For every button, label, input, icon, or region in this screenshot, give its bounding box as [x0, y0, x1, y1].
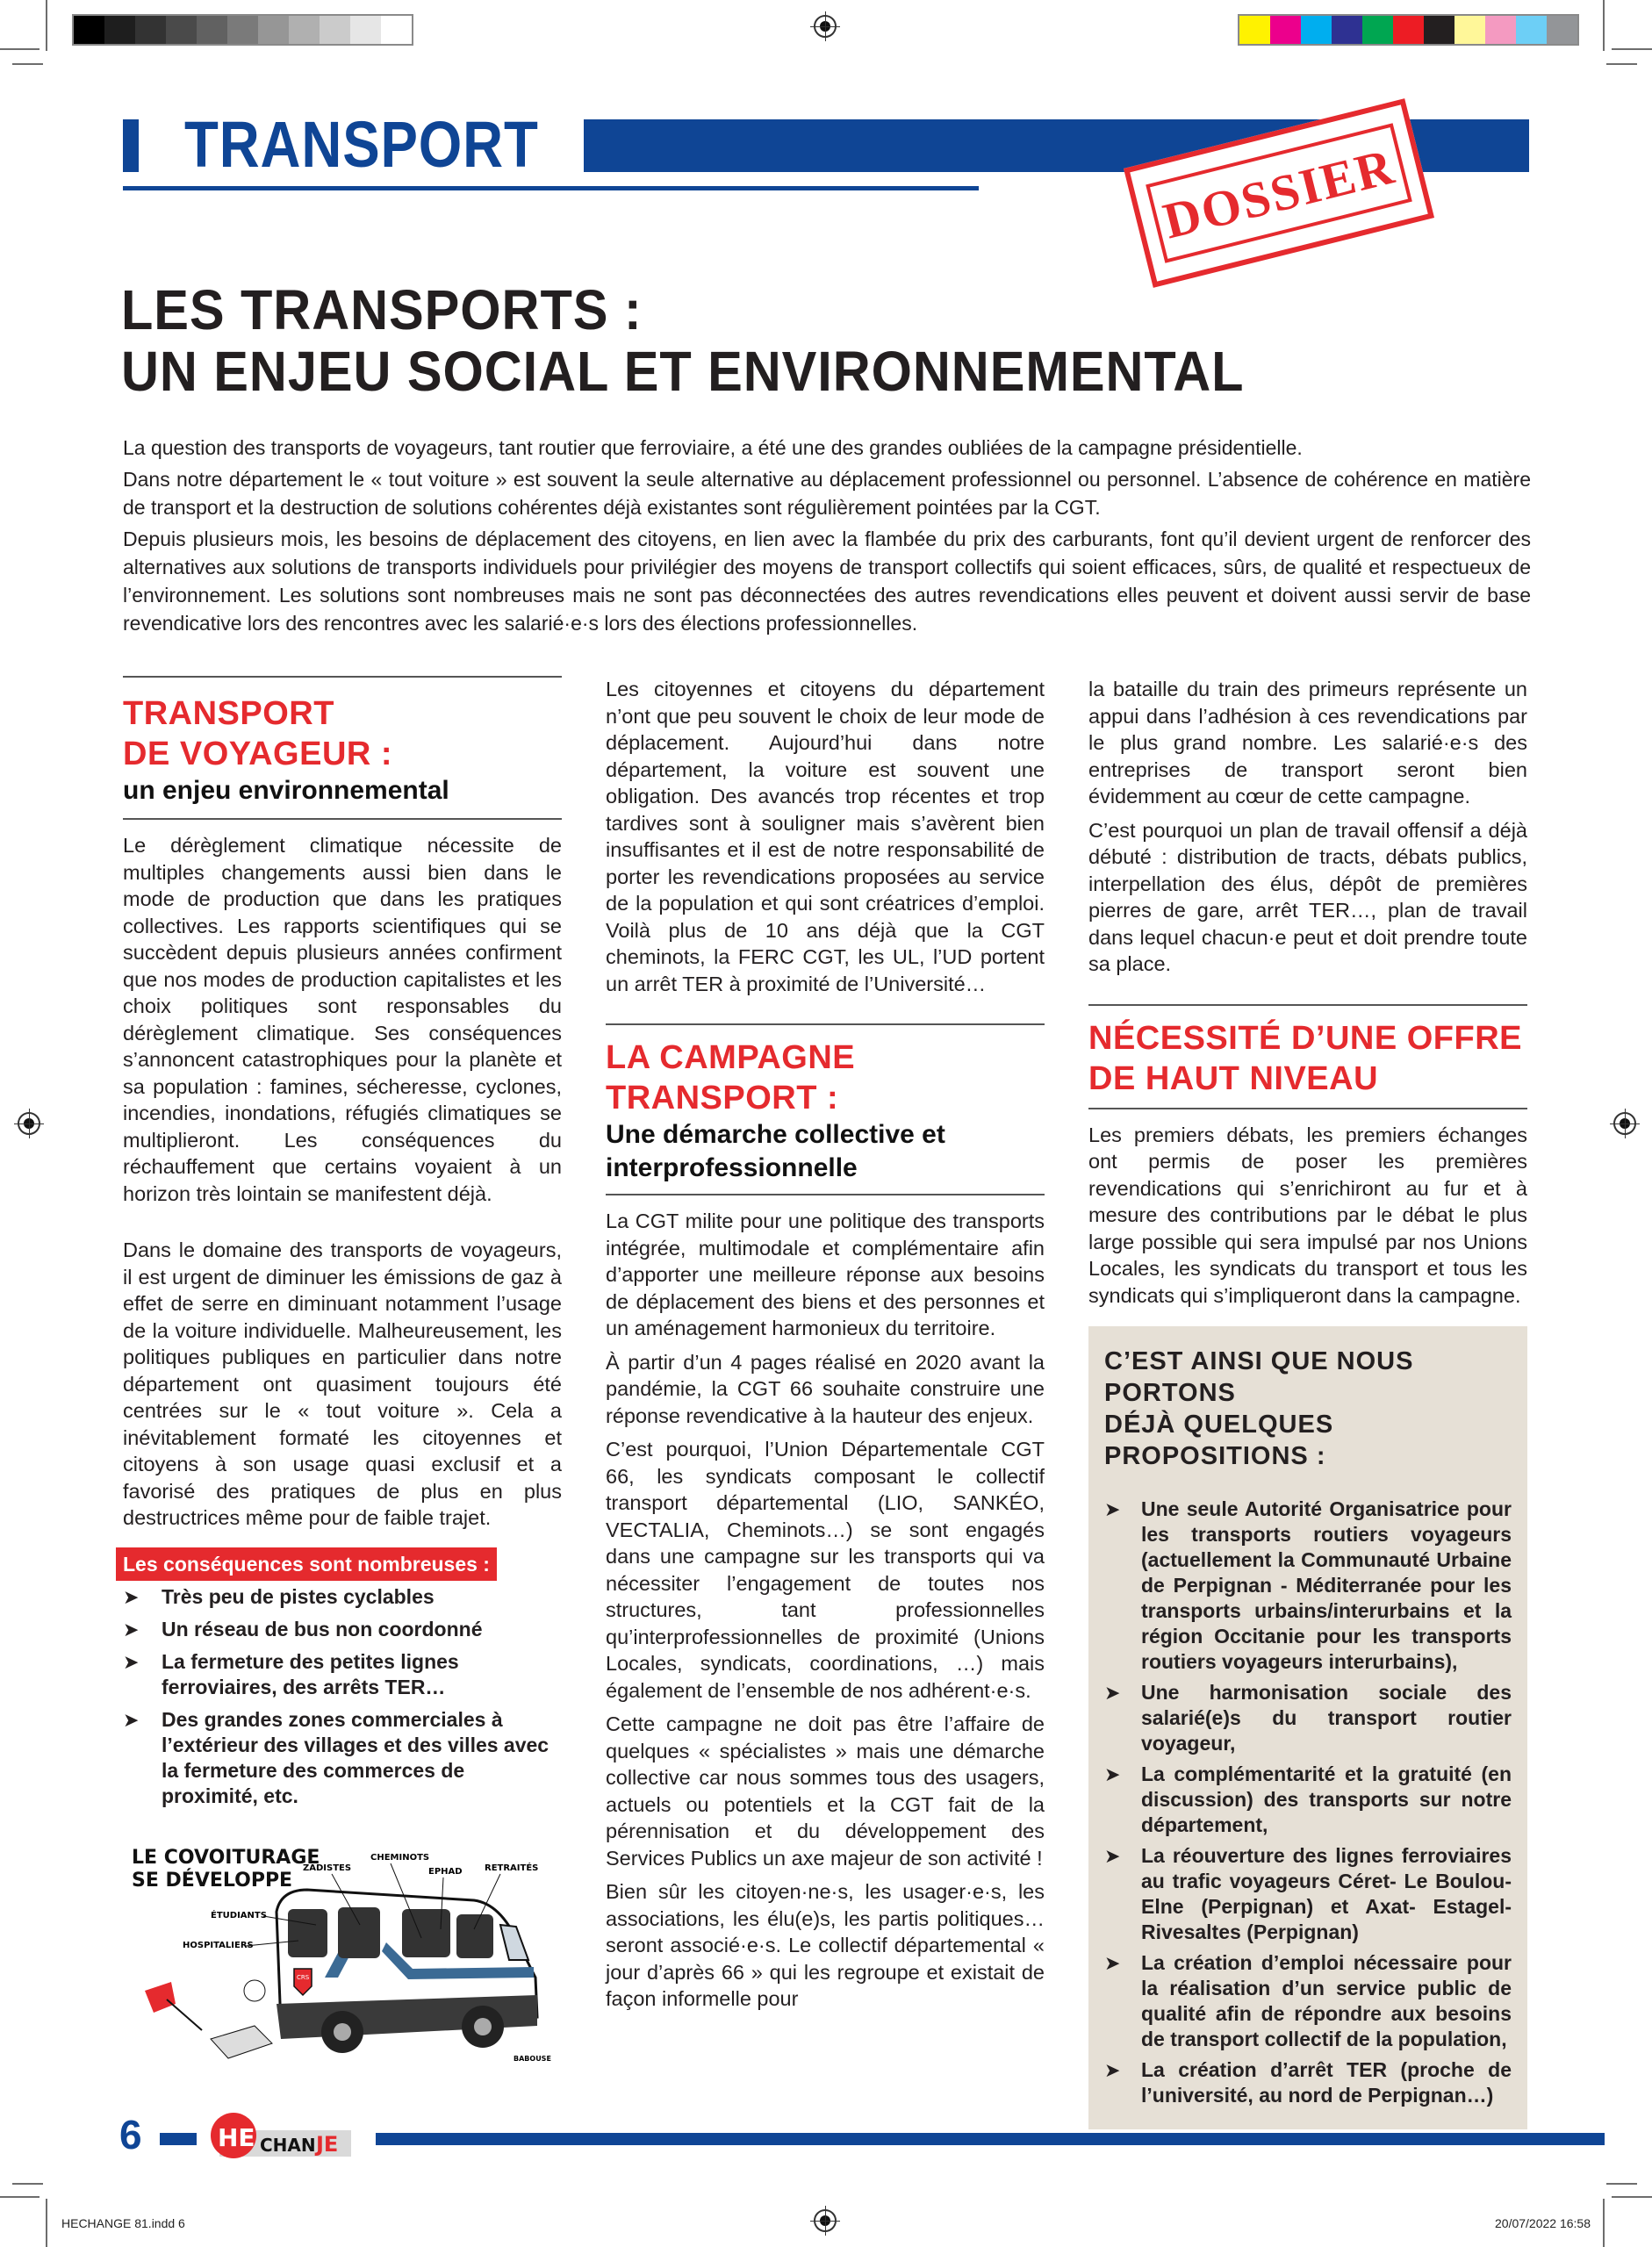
cartoon-label: EPHAD — [428, 1867, 463, 1877]
column-middle — [606, 676, 1045, 2020]
list-item-text: La création d’emploi nécessaire pour la réalisation d’un service public de qualité afin de répondre aux besoins de transport collectif de la population, — [1141, 1951, 1512, 2050]
color-swatch — [74, 16, 104, 44]
column-left — [123, 676, 562, 2090]
color-swatch — [197, 16, 227, 44]
list-item-text: Des grandes zones commerciales à l’extérieur des villages et des villes avec la fermeture des commerces de proximité, etc. — [162, 1708, 549, 1807]
list-item — [1104, 1762, 1512, 1838]
color-swatch — [1332, 16, 1362, 44]
cartoon-caption-line-2: SE DÉVELOPPE — [132, 1870, 293, 1892]
crop-mark — [0, 2196, 40, 2198]
cartoon-label: CHEMINOTS — [370, 1853, 430, 1863]
list-item-text: Très peu de pistes cyclables — [162, 1585, 435, 1608]
color-swatch — [135, 16, 166, 44]
body-paragraph: Le dérèglement climatique nécessite de multiples changements aussi bien dans le mode de production que dans les pratiques collectives. Les rapports scientifiques qui se succèdent depuis plusieurs années confirment que nos modes de production capitalistes et les choix politiques sont responsables du dérèglement climatique. Ses conséquences s’annoncent catastrophiques pour la planète et sa population : famines, sécheresse, cyclones, incendies, inondations, réfugiés climatiques se multiplieront. Les conséquences du réchauffement que certains voyaient à un horizon très lointain se manifestent déjà. — [123, 834, 562, 1205]
color-swatch — [1301, 16, 1332, 44]
color-swatch — [350, 16, 381, 44]
body-paragraph: C’est pourquoi, l’Union Départementale CGT 66, les syndicats composant le collectif transport départemental (LIO, SANKÉO, VECTALIA, Cheminots…) se sont engagés dans une campagne sur les transports qui va nécessiter l’engagement de toutes nos structures, tant professionnelles qu’interprofessionnelles de proximité (Unions Locales, syndicats, coordinations, …) mais également de l’ensemble de nos adhérent·e·s. — [606, 1438, 1045, 1702]
body-paragraph: Dans le domaine des transports de voyageurs, il est urgent de diminuer les émissions de gaz à effet de serre en diminuant notamment l’usage de la voiture individuelle. Malheureusement, les politiques publiques en particulier dans notre département ont quasiment toujours été centrées sur le « tout voiture ». Cela a inévitablement formaté les citoyennes et citoyens à son usage quasi exclusif et a favorisé des pratiques de plus en plus destructrices même pour de faible trajet. — [123, 1238, 562, 1529]
section-heading — [1088, 1018, 1527, 1099]
color-swatch — [381, 16, 412, 44]
color-swatch — [1362, 16, 1393, 44]
list-item-text: La fermeture des petites lignes ferroviaires, des arrêts TER… — [162, 1650, 459, 1698]
page-title-line-2: UN ENJEU SOCIAL ET ENVIRONNEMENTAL — [121, 340, 1245, 403]
crop-mark — [1606, 2183, 1637, 2185]
arrow-bullet-icon: ➤ — [1104, 1682, 1121, 1704]
crop-mark — [12, 63, 43, 65]
crop-mark — [1603, 2199, 1605, 2247]
section-subtitle: Une démarche collective et interprofessionnelle — [606, 1120, 945, 1182]
registration-mark-icon — [18, 1112, 40, 1135]
gray-calibration-bar — [72, 14, 413, 46]
proposals-list — [1104, 1497, 1512, 2108]
body-paragraph: C’est pourquoi un plan de travail offensif a déjà débuté : distribution de tracts, débats publics, interpellation des élus, dépôt de premières pierres de gare, arrêt TER…, plan de travail dans lequel chacun·e peut et doit prendre toute sa place. — [1088, 818, 1527, 975]
van-window — [456, 1914, 493, 1958]
page-title-line-1: LES TRANSPORTS : — [121, 278, 643, 341]
body-paragraph: Cette campagne ne doit pas être l’affaire de quelques « spécialistes » mais une démarche collective car nous sommes tous des usagers, actuels ou potentiels et la CGT fait de la pérennisation et du développement des Services Publics un axe majeur de son activité ! — [606, 1712, 1045, 1870]
cartoon-label: ZADISTES — [303, 1863, 352, 1873]
section-subtitle: un enjeu environnemental — [123, 776, 449, 805]
body-paragraph: Les premiers débats, les premiers échanges ont permis de poser les premières revendications qui s’enrichiront au fur et à mesure des contributions par le débat le plus large possible qui sera impulsé par nos Unions Locales, les syndicats du transport et tous les syndicats qui s’impliqueront dans la campagne. — [1088, 1123, 1527, 1307]
section-rule — [123, 818, 562, 820]
logo-he: HE — [218, 2123, 255, 2152]
body-paragraph: la bataille du train des primeurs représente un appui dans l’adhésion à ces revendications par le plus grand nombre. Les salarié·e·s des entreprises de transport seront bien évidemment au cœur de cette campagne. — [1088, 678, 1527, 808]
section-title-line-2: TRANSPORT : — [606, 1080, 839, 1116]
proposals-title — [1104, 1346, 1512, 1472]
section-title-line-1: NÉCESSITÉ D’UNE OFFRE — [1088, 1019, 1522, 1057]
cartoon-signature: BABOUSE — [514, 2055, 551, 2063]
arrow-bullet-icon: ➤ — [123, 1651, 140, 1673]
list-item-text: La complémentarité et la gratuité (en discussion) des transports sur notre département, — [1141, 1762, 1512, 1836]
arrow-bullet-icon: ➤ — [123, 1619, 140, 1640]
column-right — [1088, 676, 1527, 2129]
crop-mark — [1612, 2196, 1652, 2198]
color-swatch — [227, 16, 258, 44]
crop-mark — [0, 48, 40, 50]
registration-mark-icon — [814, 15, 837, 38]
list-item — [123, 1649, 562, 1700]
arrow-bullet-icon: ➤ — [1104, 1845, 1121, 1867]
list-item — [123, 1707, 562, 1809]
exhaust-cloud — [244, 1980, 265, 2001]
color-swatch — [166, 16, 197, 44]
intro-paragraph: Dans notre département le « tout voiture » est souvent la seule alternative au déplacement professionnel ou personnel. L’absence de cohérence en matière de transport et la destruction de solutions cohérentes déjà existantes sont régulièrement pointées par la CGT. — [123, 468, 1531, 519]
color-swatch — [258, 16, 289, 44]
hechanje-logo — [207, 2111, 356, 2160]
color-swatch — [1547, 16, 1577, 44]
proposals-box — [1088, 1326, 1527, 2129]
list-item-text: La création d’arrêt TER (proche de l’université, au nord de Perpignan…) — [1141, 2058, 1512, 2107]
consequences-list — [123, 1584, 562, 1809]
section-rule — [123, 676, 562, 678]
intro — [123, 434, 1531, 641]
slug-filename: HECHANGE 81.indd 6 — [61, 2216, 185, 2230]
color-swatch — [1239, 16, 1270, 44]
body-paragraph: La CGT milite pour une politique des transports intégrée, multimodale et complémentaire afin d’apporter une meilleure réponse aux besoins de déplacement des biens et des personnes et un aménagement harmonieux du territoire. — [606, 1210, 1045, 1339]
footer-dash — [160, 2133, 197, 2145]
list-item — [123, 1617, 562, 1642]
list-item — [1104, 1950, 1512, 2052]
arrow-bullet-icon: ➤ — [1104, 2059, 1121, 2081]
section-rule — [606, 1023, 1045, 1025]
list-item — [123, 1584, 562, 1610]
cartoon-label: ÉTUDIANTS — [211, 1911, 267, 1920]
arrow-bullet-icon: ➤ — [1104, 1498, 1121, 1520]
section-title-line-1: LA CAMPAGNE — [606, 1039, 856, 1076]
intro-paragraph: Depuis plusieurs mois, les besoins de déplacement des citoyens, en lien avec la flambée du prix des carburants, font qu’il devient urgent de renforcer des alternatives aux solutions de transports individuels pour privilégier des moyens de transport collectifs qui soient efficaces, sûrs, de qualité et respectueux de l’environnement. Les solutions sont nombreuses mais ne sont pas déconnectées des autres revendications elles peuvent et doivent aussi servir de base revendicative lors des rencontres avec les salarié·e·s lors des élections professionnelles. — [123, 528, 1531, 635]
color-swatch — [289, 16, 320, 44]
arrow-bullet-icon: ➤ — [1104, 1763, 1121, 1785]
logo-chan: CHAN — [260, 2135, 316, 2156]
list-item-text: Un réseau de bus non coordonné — [162, 1618, 483, 1640]
arrow-bullet-icon: ➤ — [123, 1709, 140, 1731]
header-bar-left — [123, 119, 139, 172]
flag-pole — [167, 1999, 202, 2030]
section-title-line-2: DE VOYAGEUR : — [123, 736, 393, 772]
debris-sign — [211, 2026, 272, 2058]
crop-mark — [46, 2199, 47, 2247]
color-swatch — [1485, 16, 1516, 44]
color-swatch — [1516, 16, 1547, 44]
color-swatch — [1270, 16, 1301, 44]
section-rule — [606, 1194, 1045, 1195]
color-calibration-bar — [1238, 14, 1579, 46]
cartoon-label: HOSPITALIERS — [183, 1941, 254, 1950]
proposals-title-line-2: DÉJÀ QUELQUES PROPOSITIONS : — [1104, 1411, 1334, 1470]
crop-mark — [46, 0, 47, 51]
list-item — [1104, 2057, 1512, 2108]
intro-paragraph: La question des transports de voyageurs, tant routier que ferroviaire, a été une des grandes oubliées de la campagne présidentielle. — [123, 436, 1303, 459]
color-swatch — [1424, 16, 1454, 44]
cartoon-label: RETRAITÉS — [485, 1863, 539, 1873]
crop-mark — [1606, 63, 1637, 65]
van-window — [288, 1909, 327, 1957]
section-heading — [123, 693, 562, 808]
list-item — [1104, 1680, 1512, 1756]
section-title-line-2: DE HAUT NIVEAU — [1088, 1059, 1379, 1097]
body-paragraph: Les citoyennes et citoyens du département n’ont que peu souvent le choix de leur mode de déplacement. Aujourd’hui dans notre département, la voiture est souvent une obligation. Des avancés trop récentes et trop tardives sont à souligner mais s’avèrent bien insuffisantes et il est de notre responsabilité de porter les revendications proposées au service de la population et qui sont créatrices d’emploi. Voilà plus de 10 ans déjà que la CGT cheminots, la FERC CGT, les UL, l’UD portent un arrêt TER à proximité de l’Université… — [606, 678, 1045, 995]
arrow-bullet-icon: ➤ — [123, 1586, 140, 1608]
list-item-text: La réouverture des lignes ferroviaires au trafic voyageurs Céret- Le Boulou-Elne (Perpignan) et Axat- Estagel- Rivesaltes (Perpignan) — [1141, 1844, 1512, 1943]
arrow-bullet-icon: ➤ — [1104, 1952, 1121, 1974]
van-hub — [334, 2023, 351, 2041]
section-label: TRANSPORT — [184, 108, 539, 181]
crop-mark — [1603, 0, 1605, 51]
list-item-text: Une seule Autorité Organisatrice pour les transports routiers voyageurs (actuellement la Communauté Urbaine de Perpignan - Méditerranée pour les transports urbains/interurbains et la région Occitanie pour les transports routiers voyageurs interurbains), — [1141, 1497, 1512, 1673]
van-hub — [474, 2018, 492, 2035]
list-item — [1104, 1497, 1512, 1675]
body-paragraph: À partir d’un 4 pages réalisé en 2020 avant la pandémie, la CGT 66 souhaite construire une réponse revendicative à la hauteur des enjeux. — [606, 1350, 1045, 1427]
van-window — [402, 1909, 450, 1957]
cartoon-illustration — [123, 1828, 562, 2083]
section-heading — [606, 1037, 1045, 1185]
section-rule — [1088, 1004, 1527, 1006]
color-swatch — [1393, 16, 1424, 44]
proposals-title-line-1: C’EST AINSI QUE NOUS PORTONS — [1104, 1347, 1414, 1407]
color-swatch — [104, 16, 135, 44]
section-title-line-1: TRANSPORT — [123, 695, 334, 732]
color-swatch — [1454, 16, 1485, 44]
page-title — [121, 279, 1244, 402]
red-flag-icon — [145, 1982, 176, 2013]
header-underline — [123, 186, 979, 190]
stamp-text: DOSSIER — [1157, 136, 1401, 250]
logo-je: JE — [316, 2132, 339, 2157]
registration-mark-icon — [1613, 1112, 1636, 1135]
page-number: 6 — [119, 2112, 142, 2157]
registration-mark-icon — [814, 2209, 837, 2232]
van-window — [338, 1907, 380, 1958]
footer-bar — [376, 2133, 1605, 2145]
crs-badge-text: CRS — [297, 1974, 310, 1981]
cartoon-caption-line-1: LE COVOITURAGE — [132, 1847, 320, 1869]
list-item-text: Une harmonisation sociale des salarié(e)s du transport routier voyageur, — [1141, 1681, 1512, 1755]
list-item — [1104, 1843, 1512, 1945]
color-swatch — [320, 16, 350, 44]
crop-mark — [12, 2183, 43, 2185]
section-rule — [1088, 1108, 1527, 1109]
slug-timestamp: 20/07/2022 16:58 — [1495, 2216, 1591, 2230]
crop-mark — [1612, 48, 1652, 50]
body-paragraph: Bien sûr les citoyen·ne·s, les usager·e·s, les associations, les élu(e)s, les partis politiques… seront associé·e·s. Le collectif départemental « jour d’après 66 » qui les regroupe et existait de façon informelle pour — [606, 1880, 1045, 2010]
consequences-callout: Les conséquences sont nombreuses : — [116, 1547, 497, 1582]
